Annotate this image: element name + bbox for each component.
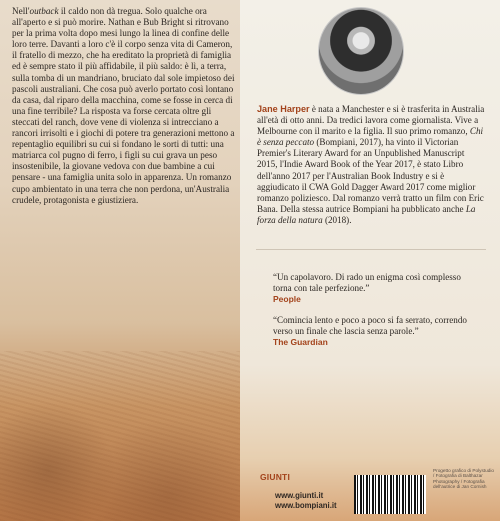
review-quotes [273,272,478,359]
bompiani-url[interactable]: www.bompiani.it [275,501,337,510]
author-photo [318,7,404,95]
publisher-logo [260,472,290,482]
author-bio-text-3: (2018). [322,214,352,225]
author-name: Jane Harper [257,104,310,114]
author-first-book-title: Chi è senza peccato [257,126,484,148]
blurb-text-1: Nell' [12,6,30,16]
review-quote-guardian [273,315,478,348]
blurb-emphasis-outback: outback [29,6,59,16]
review-quote-people [273,272,478,305]
blurb-text-2: il caldo non dà tregua. Solo qualche ora all'aperto e si può morire. Nathan e Bub Bright si ritrovano per la prima volta dopo mesi lungo la linea di confine delle loro terre. Davanti a loro c'è il corpo senza vita di Cameron, il fratello di mezzo, che ha ereditato la proprietà di famiglia ed è sempre stato il più affidabile, il più saldo: è lì, a terra, sulla tomba di un mandriano, bruciato dal sole impietoso dei pascoli australiani. Che cosa può averlo portato così lontano da casa, dal riparo della macchina, come se fosse in cerca di una fine terribile? La risposta va forse cercata oltre gli steccati del ranch, dove vene di violenza si intrecciano a rancori irrisolti e i giochi di potere tra generazioni mettono a repentaglio equilibri su cui si fondano le sorti di tutti: una matriarca col pugno di ferro, i figli su cui grava un peso insostenibile, la giovane vedova con due bambine a cui pensare - una famiglia unita solo in apparenza. Un romanzo cupo ambientato in una terra che non perdona, un'Australia crudele, protagonista e giustiziera. [12,6,235,205]
quote-source: People [273,294,301,305]
author-bio [257,104,487,226]
quote-source: The Guardian [273,337,328,348]
section-divider [256,249,486,250]
giunti-url[interactable]: www.giunti.it [275,491,324,500]
publisher-urls [275,491,337,511]
author-bio-text-1: è nata a Manchester e si è trasferita in Australia all'età di otto anni. Da tredici lavora come giornalista. Vive a Melbourne con il marito e la figlia. Il suo primo romanzo, [257,104,485,137]
barcode [354,475,426,514]
book-blurb [12,6,238,206]
blurb-paragraph [12,6,238,206]
quote-text: “Comincia lento e poco a poco si fa serrato, correndo verso un finale che lascia senza parole.” [273,315,467,337]
quote-text: “Un capolavoro. Di rado un enigma così complesso torna con tale perfezione.” [273,272,461,294]
image-credits [433,468,495,518]
credits-text: Progetto grafico di Polystudio / Fotografia di Balthazar Photography / Fotografia dell'autrice di Jan Cornish [433,468,494,489]
publisher-name: GIUNTI [260,472,291,482]
author-bio-text-2: (Bompiani, 2017), ha vinto il Victorian Premier's Literary Award for an Unpublished Manuscript 2015, l'Indie Award Book of the Year 2017, è stato Libro dell'anno 2017 per l'Australian Book Industry e si è aggiudicato il CWA Gold Dagger Award 2017 come miglior romanzo poliziesco. Dal romanzo verrà tratto un film con Eric Bana. Della stessa autrice Bompiani ha pubblicato anche [257,137,484,214]
author-second-book-title: La forza della natura [257,203,476,225]
